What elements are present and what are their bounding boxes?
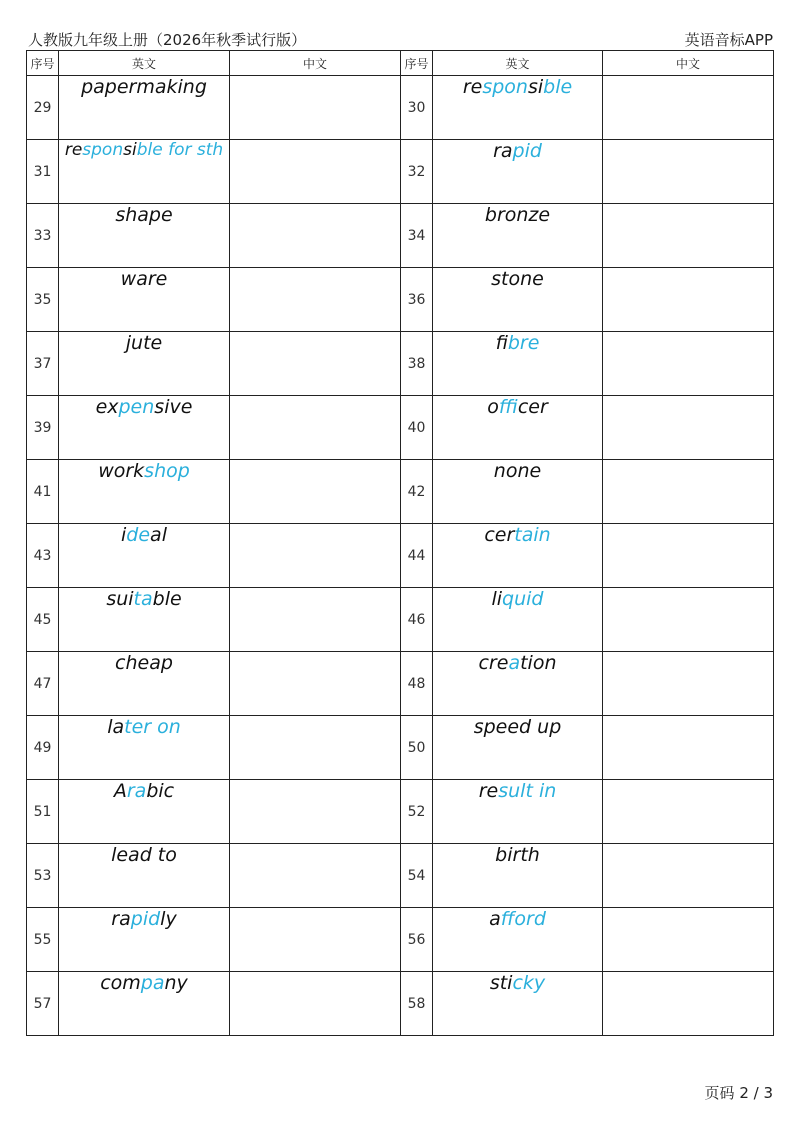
- highlighted-syllable: pid: [130, 908, 161, 930]
- english-word: [59, 460, 230, 524]
- word-number: 48: [401, 652, 433, 716]
- english-word: [433, 780, 603, 844]
- word-number: 38: [401, 332, 433, 396]
- word-segment: jute: [125, 332, 163, 354]
- highlighted-syllable: pen: [118, 396, 155, 418]
- word-segment: birth: [495, 844, 540, 866]
- word-segment: cer: [484, 524, 515, 546]
- word-number: 47: [27, 652, 59, 716]
- word-segment: ble: [152, 588, 182, 610]
- chinese-answer-cell[interactable]: [230, 780, 401, 844]
- chinese-answer-cell[interactable]: [230, 972, 401, 1036]
- chinese-answer-cell[interactable]: [603, 716, 774, 780]
- highlighted-syllable: de: [126, 524, 151, 546]
- english-word: [59, 396, 230, 460]
- word-segment: si: [123, 140, 137, 160]
- chinese-answer-cell[interactable]: [603, 524, 774, 588]
- chinese-answer-cell[interactable]: [230, 204, 401, 268]
- header-chinese-left: 中文: [230, 51, 401, 76]
- word-number: 35: [27, 268, 59, 332]
- chinese-answer-cell[interactable]: [230, 524, 401, 588]
- table-row: [27, 588, 774, 652]
- word-number: 43: [27, 524, 59, 588]
- vocabulary-table: [26, 50, 774, 1036]
- word-segment: ware: [120, 268, 168, 290]
- chinese-answer-cell[interactable]: [603, 76, 774, 140]
- chinese-answer-cell[interactable]: [603, 268, 774, 332]
- english-word: [433, 524, 603, 588]
- english-word: [433, 972, 603, 1036]
- word-number: 58: [401, 972, 433, 1036]
- highlighted-syllable: quid: [502, 588, 544, 610]
- highlighted-syllable: ter on: [124, 716, 181, 738]
- word-segment: re: [462, 76, 483, 98]
- word-number: 33: [27, 204, 59, 268]
- highlighted-syllable: bre: [507, 332, 540, 354]
- word-segment: ra: [111, 908, 131, 930]
- word-number: 45: [27, 588, 59, 652]
- chinese-answer-cell[interactable]: [230, 908, 401, 972]
- word-segment: a: [489, 908, 501, 930]
- word-segment: re: [64, 140, 83, 160]
- word-segment: li: [491, 588, 503, 610]
- highlighted-syllable: ble: [543, 76, 573, 98]
- chinese-answer-cell[interactable]: [230, 76, 401, 140]
- word-segment: cheap: [115, 652, 173, 674]
- word-segment: la: [107, 716, 125, 738]
- english-word: [59, 332, 230, 396]
- word-number: 49: [27, 716, 59, 780]
- word-segment: speed up: [473, 716, 562, 738]
- chinese-answer-cell[interactable]: [230, 332, 401, 396]
- table-row: [27, 844, 774, 908]
- word-segment: bic: [146, 780, 175, 802]
- header-num-left: 序号: [27, 51, 59, 76]
- app-name: 英语音标APP: [684, 31, 773, 49]
- word-segment: o: [487, 396, 499, 418]
- english-word: [59, 140, 230, 204]
- chinese-answer-cell[interactable]: [603, 140, 774, 204]
- table-row: [27, 716, 774, 780]
- chinese-answer-cell[interactable]: [603, 972, 774, 1036]
- word-number: 54: [401, 844, 433, 908]
- word-segment: none: [493, 460, 542, 482]
- table-row: [27, 204, 774, 268]
- english-word: [59, 844, 230, 908]
- english-word: [59, 908, 230, 972]
- word-segment: sive: [154, 396, 193, 418]
- header-english-left: 英文: [59, 51, 230, 76]
- word-number: 44: [401, 524, 433, 588]
- english-word: [433, 332, 603, 396]
- table-row: [27, 76, 774, 140]
- header-chinese-right: 中文: [603, 51, 774, 76]
- word-segment: tion: [520, 652, 557, 674]
- word-segment: si: [527, 76, 544, 98]
- table-row: [27, 908, 774, 972]
- word-segment: re: [478, 780, 499, 802]
- chinese-answer-cell[interactable]: [230, 268, 401, 332]
- highlighted-syllable: pa: [140, 972, 165, 994]
- chinese-answer-cell[interactable]: [603, 204, 774, 268]
- word-number: 30: [401, 76, 433, 140]
- word-segment: bronze: [484, 204, 551, 226]
- word-segment: cer: [517, 396, 548, 418]
- english-word: [59, 588, 230, 652]
- highlighted-syllable: shop: [144, 460, 190, 482]
- table-row: [27, 652, 774, 716]
- english-word: [59, 204, 230, 268]
- highlighted-syllable: ble for sth: [136, 140, 224, 160]
- chinese-answer-cell[interactable]: [230, 588, 401, 652]
- word-segment: sui: [106, 588, 134, 610]
- english-word: [59, 652, 230, 716]
- chinese-answer-cell[interactable]: [603, 396, 774, 460]
- word-segment: papermaking: [81, 76, 207, 98]
- word-number: 40: [401, 396, 433, 460]
- word-number: 39: [27, 396, 59, 460]
- highlighted-syllable: ta: [133, 588, 153, 610]
- word-segment: sti: [489, 972, 513, 994]
- english-word: [59, 524, 230, 588]
- english-word: [433, 268, 603, 332]
- highlighted-syllable: a: [508, 652, 521, 674]
- word-segment: i: [121, 524, 127, 546]
- english-word: [59, 716, 230, 780]
- highlighted-syllable: spon: [482, 76, 528, 98]
- english-word: [433, 76, 603, 140]
- word-number: 53: [27, 844, 59, 908]
- table-row: [27, 396, 774, 460]
- table-row: [27, 460, 774, 524]
- english-word: [433, 396, 603, 460]
- chinese-answer-cell[interactable]: [603, 652, 774, 716]
- word-number: 50: [401, 716, 433, 780]
- word-segment: al: [150, 524, 167, 546]
- header-row: [27, 51, 774, 76]
- chinese-answer-cell[interactable]: [603, 460, 774, 524]
- highlighted-syllable: spon: [82, 140, 124, 160]
- word-number: 36: [401, 268, 433, 332]
- english-word: [433, 908, 603, 972]
- word-segment: work: [98, 460, 145, 482]
- table-row: [27, 140, 774, 204]
- word-number: 46: [401, 588, 433, 652]
- english-word: [433, 588, 603, 652]
- word-number: 34: [401, 204, 433, 268]
- page-number: 页码 2 / 3: [704, 1084, 773, 1102]
- word-segment: ex: [95, 396, 119, 418]
- word-number: 57: [27, 972, 59, 1036]
- word-number: 55: [27, 908, 59, 972]
- chinese-answer-cell[interactable]: [603, 332, 774, 396]
- chinese-answer-cell[interactable]: [603, 588, 774, 652]
- chinese-answer-cell[interactable]: [230, 716, 401, 780]
- word-segment: ny: [164, 972, 188, 994]
- table-header: [27, 51, 774, 76]
- table-row: [27, 780, 774, 844]
- header-num-right: 序号: [401, 51, 433, 76]
- highlighted-syllable: tain: [514, 524, 551, 546]
- word-number: 31: [27, 140, 59, 204]
- english-word: [433, 204, 603, 268]
- table-row: [27, 524, 774, 588]
- table-row: [27, 332, 774, 396]
- chinese-answer-cell[interactable]: [230, 844, 401, 908]
- highlighted-syllable: pid: [512, 140, 542, 162]
- highlighted-syllable: fford: [500, 908, 546, 930]
- word-number: 32: [401, 140, 433, 204]
- word-segment: fi: [495, 332, 508, 354]
- highlighted-syllable: sult in: [498, 780, 557, 802]
- word-number: 51: [27, 780, 59, 844]
- chinese-answer-cell[interactable]: [230, 140, 401, 204]
- highlighted-syllable: cky: [512, 972, 546, 994]
- chinese-answer-cell[interactable]: [230, 460, 401, 524]
- word-segment: shape: [115, 204, 173, 226]
- english-word: [59, 972, 230, 1036]
- word-number: 41: [27, 460, 59, 524]
- document-title: 人教版九年级上册（2026年秋季试行版）: [28, 31, 307, 49]
- word-segment: ly: [160, 908, 177, 930]
- english-word: [59, 780, 230, 844]
- english-word: [59, 268, 230, 332]
- word-number: 42: [401, 460, 433, 524]
- chinese-answer-cell[interactable]: [603, 844, 774, 908]
- word-number: 56: [401, 908, 433, 972]
- english-word: [433, 140, 603, 204]
- word-segment: cre: [478, 652, 509, 674]
- highlighted-syllable: ffi: [498, 396, 518, 418]
- word-number: 52: [401, 780, 433, 844]
- table-row: [27, 972, 774, 1036]
- table-row: [27, 268, 774, 332]
- chinese-answer-cell[interactable]: [603, 780, 774, 844]
- highlighted-syllable: ra: [126, 780, 147, 802]
- english-word: [433, 844, 603, 908]
- word-segment: lead to: [111, 844, 177, 866]
- word-number: 37: [27, 332, 59, 396]
- word-number: 29: [27, 76, 59, 140]
- word-segment: stone: [491, 268, 544, 290]
- english-word: [433, 716, 603, 780]
- table-body: [27, 76, 774, 1036]
- chinese-answer-cell[interactable]: [230, 652, 401, 716]
- word-segment: A: [113, 780, 127, 802]
- header-english-right: 英文: [433, 51, 603, 76]
- english-word: [433, 460, 603, 524]
- chinese-answer-cell[interactable]: [230, 396, 401, 460]
- english-word: [433, 652, 603, 716]
- english-word: [59, 76, 230, 140]
- word-segment: ra: [493, 140, 513, 162]
- word-segment: com: [100, 972, 141, 994]
- chinese-answer-cell[interactable]: [603, 908, 774, 972]
